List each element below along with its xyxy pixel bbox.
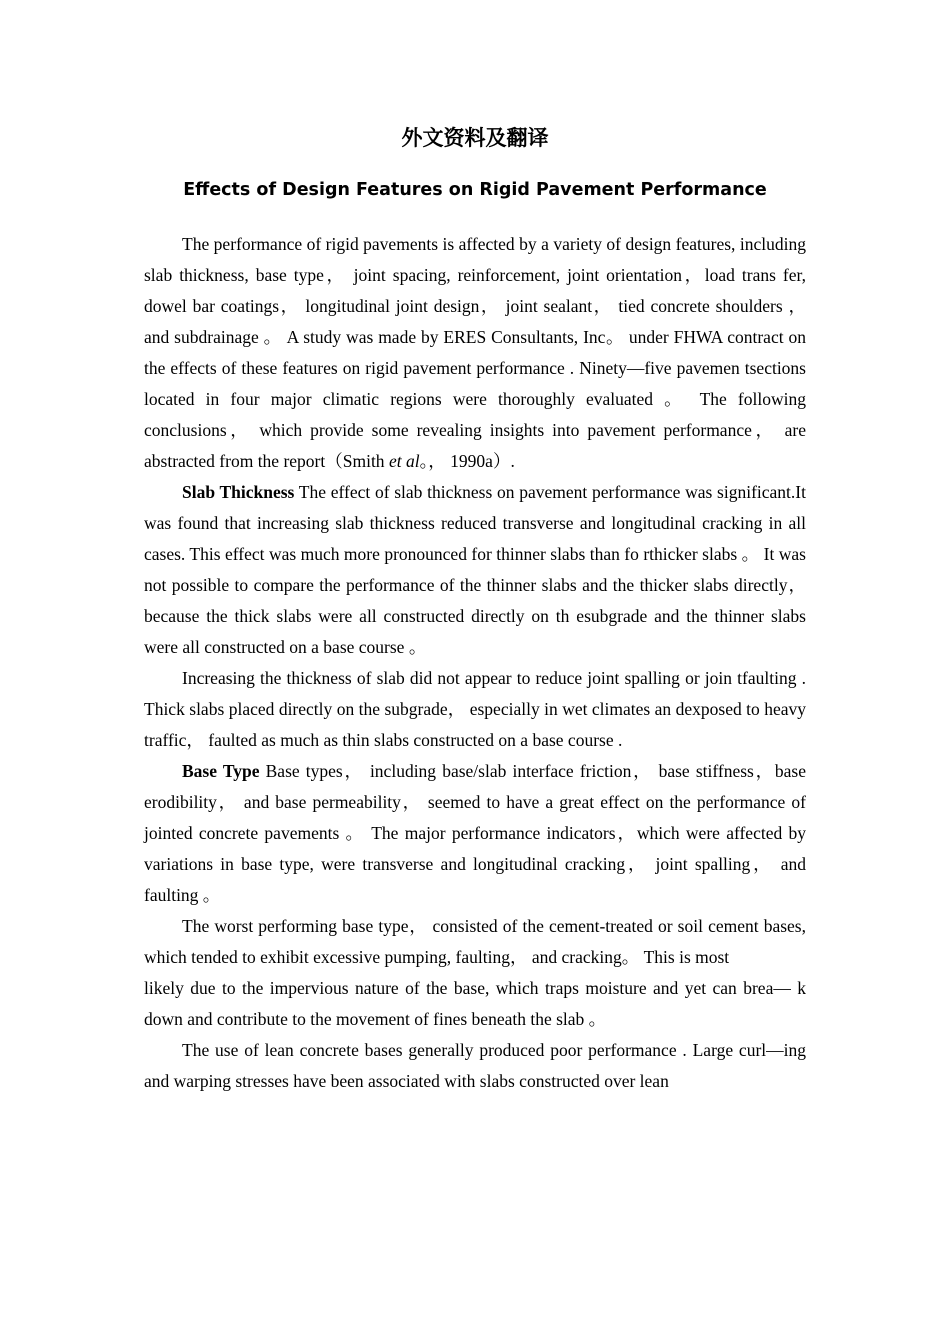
paragraph [144, 477, 806, 663]
paragraph [144, 973, 806, 1035]
document-body [144, 229, 806, 1097]
paragraph-text: Base types， including base/slab interface friction， base stiffness，base erodibility， and base permeability， seemed to have a great effect on the performance of jointed concrete pavements 。 The major performance indicators，which were affected by variations in base type, were transverse and longitudinal cracking， joint spalling， and faulting 。 [144, 761, 806, 905]
document-title-chinese: 外文资料及翻译 [401, 126, 549, 150]
paragraph [144, 1035, 806, 1097]
paragraph-text: The worst performing base type， consisted of the cement-treated or soil cement bases, which tended to exhibit excessive pumping, faulting， and cracking。 This is most [144, 916, 806, 967]
section-heading: Base Type [182, 761, 260, 781]
paragraph-text: 。， 1990a）. [419, 451, 515, 471]
paragraph [144, 229, 806, 477]
italic-text: et al [388, 451, 420, 471]
paragraph-text: The performance of rigid pavements is affected by a variety of design features, including slab thickness, base type， joint spacing, reinforcement, joint orientation，load trans fer, dowel bar coatings， longitudinal joint design， joint sealant， tied concrete shoulders ，and subdrainage 。 A study was made by ERES Consultants, Inc。 under FHWA contract on the effects of these features on rigid pavement performance . Ninety—five pavemen tsections located in four major climatic regions were thoroughly evaluated 。 The following conclusions， which provide some revealing insights into pavement performance， are abstracted from the report（Smith [144, 234, 806, 471]
paragraph [144, 911, 806, 973]
paragraph-text: The use of lean concrete bases generally produced poor performance . Large curl—ing and warping stresses have been associated with slabs constructed over lean [144, 1040, 806, 1091]
paragraph-text: The effect of slab thickness on pavement performance was significant.It was found that increasing slab thickness reduced transverse and longitudinal cracking in all cases. This effect was much more pronounced for thinner slabs than fo rthicker slabs 。 It was not possible to compare the performance of the thinner slabs and the thicker slabs directly， because the thick slabs were all constructed directly on th esubgrade and the thinner slabs were all constructed on a base course 。 [144, 482, 806, 657]
paragraph-text: Increasing the thickness of slab did not appear to reduce joint spalling or join tfaulting . Thick slabs placed directly on the subgrade， especially in wet climates an dexposed to heavy traffic， faulted as much as thin slabs constructed on a base course . [144, 668, 806, 750]
paragraph [144, 663, 806, 756]
section-heading: Slab Thickness [182, 482, 295, 502]
document-title-english: Effects of Design Features on Rigid Pavement Performance [183, 180, 767, 200]
paragraph [144, 756, 806, 911]
paragraph-text: likely due to the impervious nature of the base, which traps moisture and yet can brea— k down and contribute to the movement of fines beneath the slab 。 [144, 978, 806, 1029]
